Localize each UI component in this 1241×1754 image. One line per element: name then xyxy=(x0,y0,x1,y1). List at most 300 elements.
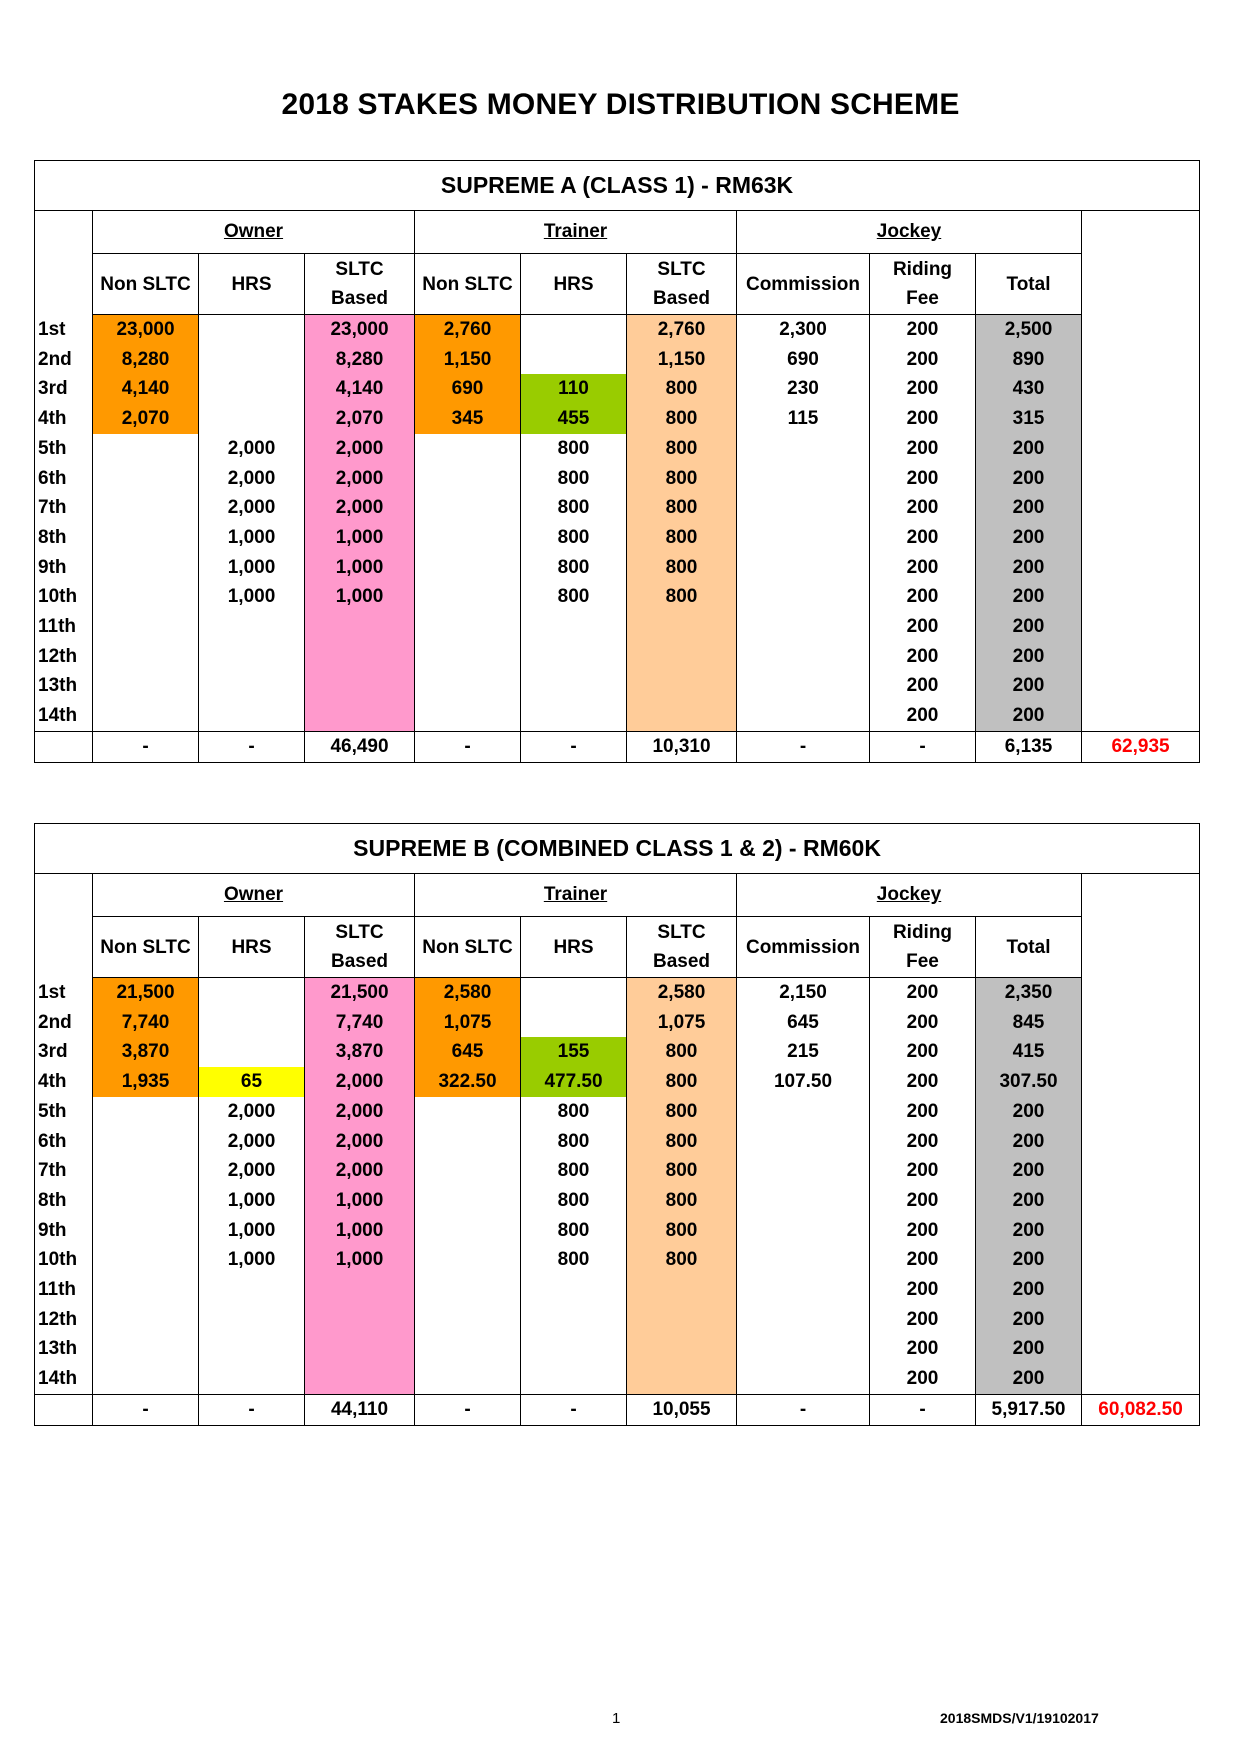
trainer-hrs: 800 xyxy=(521,464,627,494)
owner-hrs-total: - xyxy=(199,731,305,762)
owner-sltc-based: 1,000 xyxy=(305,523,415,553)
trainer-sltc-based-header-line-1: SLTC xyxy=(657,259,706,280)
owner-sltc-based: 2,000 xyxy=(305,1067,415,1097)
jockey-riding-fee: 200 xyxy=(870,404,976,434)
owner-non-sltc xyxy=(93,1097,199,1127)
owner-non-sltc: 3,870 xyxy=(93,1037,199,1067)
trainer-hrs-header: HRS xyxy=(521,917,627,978)
trainer-sltc-based-total: 10,310 xyxy=(627,731,737,762)
trainer-non-sltc: 1,150 xyxy=(415,345,521,375)
trainer-non-sltc xyxy=(415,1186,521,1216)
owner-non-sltc-total: - xyxy=(93,1394,199,1425)
owner-sltc-based: 4,140 xyxy=(305,374,415,404)
owner-sltc-based-header-line-2: Based xyxy=(330,951,389,972)
owner-non-sltc xyxy=(93,1275,199,1305)
owner-group-header-label: Owner xyxy=(223,221,284,242)
trainer-non-sltc: 690 xyxy=(415,374,521,404)
owner-hrs: 1,000 xyxy=(199,1186,305,1216)
owner-sltc-based: 2,000 xyxy=(305,464,415,494)
trainer-non-sltc-header: Non SLTC xyxy=(415,917,521,978)
jockey-total: 200 xyxy=(976,1275,1082,1305)
grand-total-blank xyxy=(1082,582,1200,612)
trainer-non-sltc xyxy=(415,1364,521,1394)
totals-label-blank xyxy=(35,731,93,762)
trainer-hrs xyxy=(521,1364,627,1394)
trainer-sltc-based xyxy=(627,612,737,642)
trainer-non-sltc xyxy=(415,1275,521,1305)
trainer-sltc-based: 800 xyxy=(627,1067,737,1097)
jockey-riding-fee: 200 xyxy=(870,1275,976,1305)
grand-total-blank xyxy=(1082,523,1200,553)
owner-non-sltc xyxy=(93,1364,199,1394)
owner-non-sltc xyxy=(93,523,199,553)
owner-hrs xyxy=(199,1334,305,1364)
owner-non-sltc xyxy=(93,1156,199,1186)
trainer-hrs: 800 xyxy=(521,1156,627,1186)
grand-total-blank xyxy=(1082,1364,1200,1394)
trainer-hrs xyxy=(521,642,627,672)
owner-hrs-header: HRS xyxy=(199,917,305,978)
owner-hrs xyxy=(199,1275,305,1305)
trainer-sltc-based xyxy=(627,1305,737,1335)
owner-sltc-based xyxy=(305,1275,415,1305)
grand-total-blank xyxy=(1082,374,1200,404)
position-label: 10th xyxy=(35,1245,93,1275)
trainer-non-sltc xyxy=(415,612,521,642)
owner-hrs: 1,000 xyxy=(199,553,305,583)
owner-group-header xyxy=(93,874,415,917)
trainer-hrs-total: - xyxy=(521,1394,627,1425)
jockey-commission xyxy=(737,1127,870,1157)
trainer-hrs: 800 xyxy=(521,1127,627,1157)
table-row xyxy=(35,523,1200,553)
jockey-total: 200 xyxy=(976,434,1082,464)
position-label: 11th xyxy=(35,1275,93,1305)
table-row xyxy=(35,701,1200,731)
jockey-commission xyxy=(737,523,870,553)
owner-sltc-based-total: 44,110 xyxy=(305,1394,415,1425)
owner-hrs xyxy=(199,642,305,672)
trainer-sltc-based: 800 xyxy=(627,1097,737,1127)
trainer-sltc-based: 800 xyxy=(627,464,737,494)
position-label: 8th xyxy=(35,523,93,553)
trainer-hrs xyxy=(521,1334,627,1364)
jockey-total: 415 xyxy=(976,1037,1082,1067)
trainer-group-header xyxy=(415,211,737,254)
jockey-commission: 645 xyxy=(737,1008,870,1038)
grand-total-blank xyxy=(1082,404,1200,434)
trainer-non-sltc xyxy=(415,1334,521,1364)
jockey-commission xyxy=(737,1245,870,1275)
position-label: 3rd xyxy=(35,1037,93,1067)
grand-total-group-cell xyxy=(1082,874,1200,978)
jockey-total: 200 xyxy=(976,1186,1082,1216)
jockey-commission: 115 xyxy=(737,404,870,434)
page-title: 2018 STAKES MONEY DISTRIBUTION SCHEME xyxy=(281,88,960,121)
owner-hrs: 2,000 xyxy=(199,493,305,523)
owner-non-sltc: 4,140 xyxy=(93,374,199,404)
jockey-total: 200 xyxy=(976,553,1082,583)
totals-row xyxy=(35,731,1200,762)
owner-non-sltc xyxy=(93,434,199,464)
jockey-total: 200 xyxy=(976,523,1082,553)
trainer-hrs-header: HRS xyxy=(521,254,627,315)
grand-total-blank xyxy=(1082,671,1200,701)
trainer-non-sltc: 2,580 xyxy=(415,978,521,1008)
owner-sltc-based xyxy=(305,671,415,701)
owner-hrs xyxy=(199,978,305,1008)
owner-hrs: 1,000 xyxy=(199,1245,305,1275)
jockey-riding-fee: 200 xyxy=(870,582,976,612)
position-label: 13th xyxy=(35,671,93,701)
document-reference: 2018SMDS/V1/19102017 xyxy=(940,1710,1099,1726)
trainer-hrs xyxy=(521,315,627,345)
trainer-non-sltc xyxy=(415,701,521,731)
owner-sltc-based-header-line-1: SLTC xyxy=(335,922,384,943)
owner-hrs: 1,000 xyxy=(199,1216,305,1246)
jockey-commission: 2,150 xyxy=(737,978,870,1008)
grand-total-blank xyxy=(1082,701,1200,731)
owner-non-sltc: 23,000 xyxy=(93,315,199,345)
jockey-riding-fee: 200 xyxy=(870,1067,976,1097)
jockey-riding-fee: 200 xyxy=(870,1334,976,1364)
trainer-sltc-based xyxy=(627,701,737,731)
owner-sltc-based: 2,000 xyxy=(305,1156,415,1186)
grand-total-blank xyxy=(1082,612,1200,642)
jockey-riding-fee: 200 xyxy=(870,1245,976,1275)
trainer-sltc-based: 800 xyxy=(627,1156,737,1186)
trainer-hrs xyxy=(521,1275,627,1305)
trainer-hrs xyxy=(521,612,627,642)
trainer-hrs: 800 xyxy=(521,1216,627,1246)
position-label: 3rd xyxy=(35,374,93,404)
owner-hrs xyxy=(199,1364,305,1394)
position-label: 7th xyxy=(35,1156,93,1186)
owner-non-sltc: 1,935 xyxy=(93,1067,199,1097)
trainer-hrs xyxy=(521,978,627,1008)
trainer-hrs xyxy=(521,1008,627,1038)
trainer-hrs xyxy=(521,345,627,375)
grand-total-blank xyxy=(1082,315,1200,345)
owner-sltc-based: 8,280 xyxy=(305,345,415,375)
position-label: 6th xyxy=(35,1127,93,1157)
jockey-riding-fee: 200 xyxy=(870,701,976,731)
table-row xyxy=(35,315,1200,345)
owner-non-sltc: 8,280 xyxy=(93,345,199,375)
table-row xyxy=(35,1097,1200,1127)
jockey-commission xyxy=(737,434,870,464)
trainer-non-sltc xyxy=(415,1245,521,1275)
trainer-hrs: 800 xyxy=(521,1097,627,1127)
owner-group-header xyxy=(93,211,415,254)
owner-hrs xyxy=(199,671,305,701)
owner-hrs xyxy=(199,345,305,375)
position-label: 4th xyxy=(35,404,93,434)
grand-total-blank xyxy=(1082,1305,1200,1335)
jockey-total: 315 xyxy=(976,404,1082,434)
owner-non-sltc xyxy=(93,612,199,642)
trainer-hrs: 800 xyxy=(521,493,627,523)
trainer-non-sltc: 1,075 xyxy=(415,1008,521,1038)
trainer-sltc-based: 800 xyxy=(627,374,737,404)
position-label: 2nd xyxy=(35,1008,93,1038)
position-label: 14th xyxy=(35,1364,93,1394)
owner-non-sltc xyxy=(93,1334,199,1364)
jockey-riding-fee: 200 xyxy=(870,523,976,553)
jockey-group-header xyxy=(737,211,1082,254)
riding-fee-header-line-1: Riding xyxy=(892,922,953,943)
riding-fee-header-line-2: Fee xyxy=(906,951,939,972)
jockey-commission xyxy=(737,1097,870,1127)
trainer-sltc-based: 800 xyxy=(627,1245,737,1275)
table-row xyxy=(35,1275,1200,1305)
jockey-riding-fee: 200 xyxy=(870,464,976,494)
owner-non-sltc xyxy=(93,493,199,523)
owner-sltc-based-header xyxy=(305,917,415,978)
owner-hrs xyxy=(199,612,305,642)
grand-total-blank xyxy=(1082,1245,1200,1275)
trainer-non-sltc xyxy=(415,642,521,672)
trainer-sltc-based xyxy=(627,1334,737,1364)
jockey-riding-fee: 200 xyxy=(870,553,976,583)
group-header-row xyxy=(35,874,1200,917)
jockey-riding-fee: 200 xyxy=(870,1216,976,1246)
owner-hrs: 2,000 xyxy=(199,464,305,494)
table-row xyxy=(35,1127,1200,1157)
trainer-non-sltc: 345 xyxy=(415,404,521,434)
owner-non-sltc xyxy=(93,553,199,583)
position-label: 11th xyxy=(35,612,93,642)
grand-total-blank xyxy=(1082,1067,1200,1097)
jockey-total: 200 xyxy=(976,493,1082,523)
trainer-sltc-based: 800 xyxy=(627,493,737,523)
grand-total-blank xyxy=(1082,1097,1200,1127)
trainer-non-sltc xyxy=(415,493,521,523)
grand-total-blank xyxy=(1082,345,1200,375)
jockey-total: 200 xyxy=(976,671,1082,701)
table-row xyxy=(35,978,1200,1008)
totals-row xyxy=(35,1394,1200,1425)
trainer-sltc-based-header-line-2: Based xyxy=(652,951,711,972)
jockey-total: 200 xyxy=(976,1156,1082,1186)
jockey-riding-fee: 200 xyxy=(870,1127,976,1157)
jockey-riding-fee: 200 xyxy=(870,493,976,523)
trainer-sltc-based: 800 xyxy=(627,1186,737,1216)
jockey-total: 845 xyxy=(976,1008,1082,1038)
table-row xyxy=(35,434,1200,464)
jockey-total: 430 xyxy=(976,374,1082,404)
position-label: 10th xyxy=(35,582,93,612)
jockey-riding-fee: 200 xyxy=(870,671,976,701)
owner-sltc-based-header xyxy=(305,254,415,315)
jockey-commission-total: - xyxy=(737,731,870,762)
grand-total: 60,082.50 xyxy=(1082,1394,1200,1425)
jockey-total: 200 xyxy=(976,1364,1082,1394)
owner-hrs xyxy=(199,404,305,434)
trainer-sltc-based xyxy=(627,1275,737,1305)
position-label: 7th xyxy=(35,493,93,523)
riding-fee-header-line-2: Fee xyxy=(906,288,939,309)
grand-total-blank xyxy=(1082,464,1200,494)
trainer-hrs: 800 xyxy=(521,1186,627,1216)
grand-total-blank xyxy=(1082,1008,1200,1038)
position-label: 9th xyxy=(35,553,93,583)
totals-label-blank xyxy=(35,1394,93,1425)
table-row xyxy=(35,642,1200,672)
owner-non-sltc xyxy=(93,701,199,731)
trainer-sltc-based: 2,760 xyxy=(627,315,737,345)
group-header-row xyxy=(35,211,1200,254)
trainer-non-sltc xyxy=(415,582,521,612)
grand-total-blank xyxy=(1082,1156,1200,1186)
jockey-riding-fee: 200 xyxy=(870,1364,976,1394)
commission-header: Commission xyxy=(737,254,870,315)
trainer-non-sltc xyxy=(415,1097,521,1127)
grand-total-blank xyxy=(1082,1275,1200,1305)
position-label: 13th xyxy=(35,1334,93,1364)
position-label: 9th xyxy=(35,1216,93,1246)
owner-sltc-based xyxy=(305,701,415,731)
jockey-commission xyxy=(737,671,870,701)
grand-total-blank xyxy=(1082,1037,1200,1067)
trainer-hrs: 800 xyxy=(521,553,627,583)
jockey-riding-fee: 200 xyxy=(870,1156,976,1186)
jockey-riding-fee: 200 xyxy=(870,1305,976,1335)
owner-sltc-based: 1,000 xyxy=(305,1216,415,1246)
jockey-total: 200 xyxy=(976,1245,1082,1275)
jockey-riding-fee: 200 xyxy=(870,434,976,464)
jockey-total-total: 6,135 xyxy=(976,731,1082,762)
trainer-non-sltc xyxy=(415,464,521,494)
trainer-sltc-based xyxy=(627,1364,737,1394)
position-label: 4th xyxy=(35,1067,93,1097)
jockey-riding-fee: 200 xyxy=(870,642,976,672)
owner-sltc-based: 21,500 xyxy=(305,978,415,1008)
position-label: 12th xyxy=(35,642,93,672)
owner-non-sltc xyxy=(93,642,199,672)
owner-hrs: 2,000 xyxy=(199,434,305,464)
jockey-commission: 230 xyxy=(737,374,870,404)
owner-sltc-based xyxy=(305,1364,415,1394)
trainer-hrs xyxy=(521,701,627,731)
position-label: 8th xyxy=(35,1186,93,1216)
jockey-commission xyxy=(737,582,870,612)
trainer-non-sltc-total: - xyxy=(415,731,521,762)
owner-hrs xyxy=(199,701,305,731)
jockey-commission xyxy=(737,1186,870,1216)
owner-sltc-based xyxy=(305,1334,415,1364)
table-row xyxy=(35,1245,1200,1275)
owner-sltc-based: 1,000 xyxy=(305,1186,415,1216)
trainer-non-sltc-total: - xyxy=(415,1394,521,1425)
jockey-total: 2,350 xyxy=(976,978,1082,1008)
trainer-non-sltc xyxy=(415,671,521,701)
supreme-a-table xyxy=(34,160,1200,763)
owner-sltc-based xyxy=(305,612,415,642)
owner-hrs xyxy=(199,315,305,345)
owner-non-sltc xyxy=(93,464,199,494)
position-label: 5th xyxy=(35,1097,93,1127)
table-title: SUPREME A (CLASS 1) - RM63K xyxy=(35,161,1200,211)
owner-sltc-based: 23,000 xyxy=(305,315,415,345)
riding-fee-header-line-1: Riding xyxy=(892,259,953,280)
jockey-commission-total: - xyxy=(737,1394,870,1425)
jockey-commission: 215 xyxy=(737,1037,870,1067)
table-row xyxy=(35,1216,1200,1246)
owner-non-sltc-header: Non SLTC xyxy=(93,917,199,978)
owner-hrs: 2,000 xyxy=(199,1097,305,1127)
grand-total-blank xyxy=(1082,553,1200,583)
trainer-hrs: 800 xyxy=(521,434,627,464)
trainer-sltc-based: 800 xyxy=(627,523,737,553)
jockey-commission xyxy=(737,1216,870,1246)
jockey-riding-fee: 200 xyxy=(870,1097,976,1127)
owner-hrs-header: HRS xyxy=(199,254,305,315)
jockey-total: 200 xyxy=(976,1334,1082,1364)
owner-hrs-total: - xyxy=(199,1394,305,1425)
jockey-total: 200 xyxy=(976,464,1082,494)
jockey-total: 200 xyxy=(976,701,1082,731)
position-group-cell xyxy=(35,874,93,978)
table-row xyxy=(35,1008,1200,1038)
position-group-cell xyxy=(35,211,93,315)
owner-hrs xyxy=(199,1008,305,1038)
owner-non-sltc xyxy=(93,1216,199,1246)
owner-sltc-based: 2,000 xyxy=(305,1097,415,1127)
owner-non-sltc xyxy=(93,1186,199,1216)
owner-hrs: 2,000 xyxy=(199,1127,305,1157)
trainer-non-sltc-header: Non SLTC xyxy=(415,254,521,315)
trainer-sltc-based: 800 xyxy=(627,582,737,612)
position-label: 1st xyxy=(35,978,93,1008)
trainer-sltc-based xyxy=(627,671,737,701)
owner-non-sltc: 7,740 xyxy=(93,1008,199,1038)
jockey-commission xyxy=(737,1364,870,1394)
jockey-commission xyxy=(737,1305,870,1335)
owner-sltc-based: 2,000 xyxy=(305,1127,415,1157)
grand-total: 62,935 xyxy=(1082,731,1200,762)
jockey-total: 200 xyxy=(976,642,1082,672)
owner-non-sltc xyxy=(93,1245,199,1275)
table-row xyxy=(35,1186,1200,1216)
table-title-row xyxy=(35,161,1200,211)
owner-hrs: 1,000 xyxy=(199,523,305,553)
jockey-total: 890 xyxy=(976,345,1082,375)
grand-total-blank xyxy=(1082,493,1200,523)
grand-total-blank xyxy=(1082,1334,1200,1364)
page-number: 1 xyxy=(612,1710,621,1727)
trainer-non-sltc xyxy=(415,523,521,553)
jockey-riding-fee: 200 xyxy=(870,612,976,642)
table-row xyxy=(35,1364,1200,1394)
jockey-group-header-label: Jockey xyxy=(876,221,942,242)
jockey-commission xyxy=(737,1334,870,1364)
table-row xyxy=(35,582,1200,612)
trainer-sltc-based xyxy=(627,642,737,672)
owner-sltc-based xyxy=(305,642,415,672)
trainer-sltc-based-header-line-2: Based xyxy=(652,288,711,309)
grand-total-blank xyxy=(1082,642,1200,672)
table-row xyxy=(35,612,1200,642)
supreme-b-table xyxy=(34,823,1200,1426)
total-header: Total xyxy=(976,254,1082,315)
jockey-total: 307.50 xyxy=(976,1067,1082,1097)
owner-group-header-label: Owner xyxy=(223,884,284,905)
trainer-non-sltc xyxy=(415,434,521,464)
trainer-sltc-based: 800 xyxy=(627,434,737,464)
owner-non-sltc xyxy=(93,671,199,701)
trainer-group-header-label: Trainer xyxy=(543,221,608,242)
